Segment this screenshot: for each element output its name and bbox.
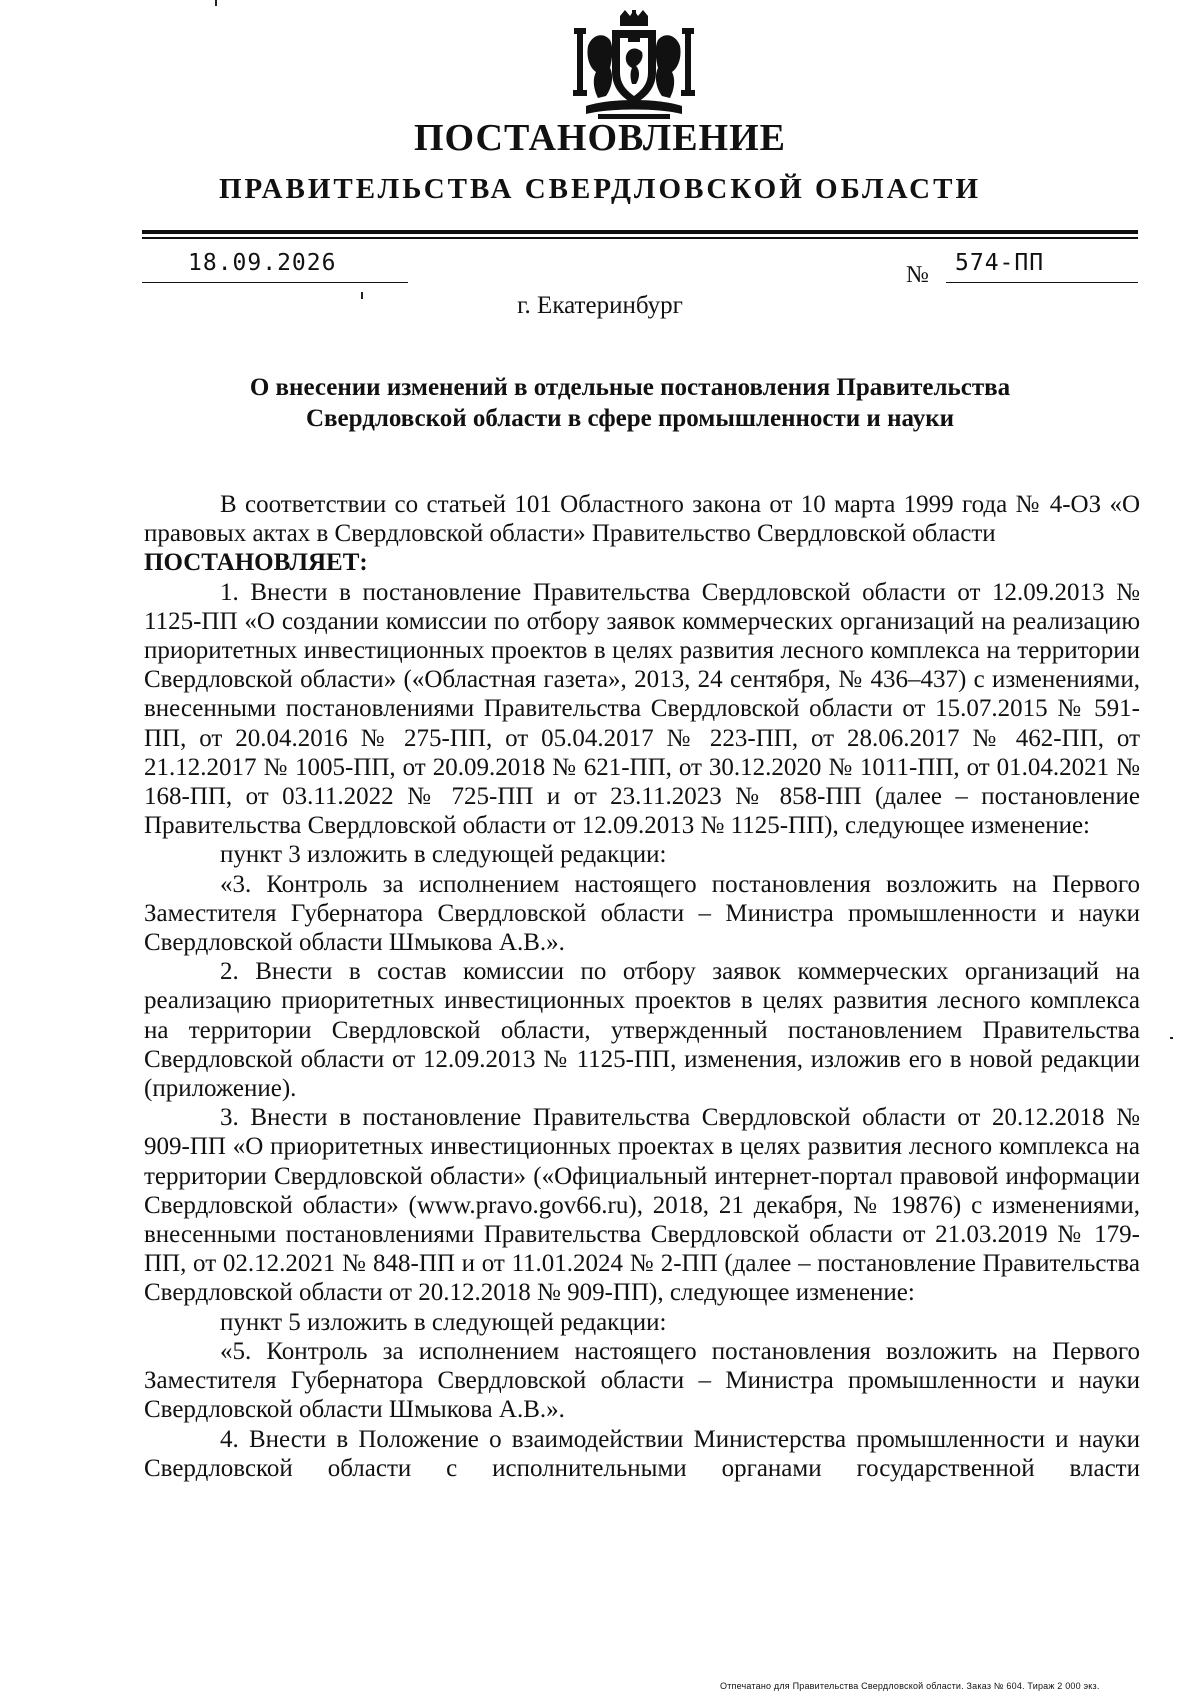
header-rule-thin [142,237,1138,239]
item-2: 2. Внести в состав комиссии по отбору заявок коммерческих организаций на реализацию приоритетных инвестиционных проектов в целях развития лесного комплекса на территории Свердловской области, утвержденный постановлением Правительства Свердловской области от 12.09.2013 № 1125-ПП, изменения, изложив его в новой редакции (приложение). [144,958,1140,1103]
item-3-quote: «5. Контроль за исполнением настоящего постановления возложить на Первого Заместителя Губернатора Свердловской области – Министра промышленности и науки Свердловской области Шмыкова А.В.». [144,1337,1140,1424]
item-1: 1. Внести в постановление Правительства Свердловской области от 12.09.2013 № 1125-ПП «О создании комиссии по отбору заявок коммерческих организаций на реализацию приоритетных инвестиционных проектов в целях развития лесного комплекса на территории Свердловской области» («Областная газета», 2013, 24 сентября, № 436–437) с изменениями, внесенными постановлениями Правительства Свердловской области от 15.07.2015 № 591-ПП, от 20.04.2016 № 275-ПП, от 05.04.2017 № 223-ПП, от 28.06.2017 № 462-ПП, от 21.12.2017 № 1005-ПП, от 20.09.2018 № 621-ПП, от 30.12.2020 № 1011-ПП, от 01.04.2021 № 168-ПП, от 03.11.2022 № 725-ПП и от 23.11.2023 № 858-ПП (далее – постановление Правительства Свердловской области от 12.09.2013 № 1125-ПП), следующее изменение: [144,578,1140,840]
document-subtitle: ПРАВИТЕЛЬСТВА СВЕРДЛОВСКОЙ ОБЛАСТИ [218,173,982,205]
document-body [144,490,1140,1483]
item-1-quote: «3. Контроль за исполнением настоящего постановления возложить на Первого Заместителя Губернатора Свердловской области – Министра промышленности и науки Свердловской области Шмыкова А.В.». [144,870,1140,957]
header-rule-thick [142,230,1138,234]
item-4: 4. Внести в Положение о взаимодействии Министерства промышленности и науки Свердловской области с исполнительными органами государственной власти [144,1425,1140,1482]
print-note: Отпечатано для Правительства Свердловской области. Заказ № 604. Тираж 2 000 экз. [720,1681,1100,1691]
document-city: г. Екатеринбург [517,292,683,319]
preamble [144,490,1140,548]
document-number: 574-ПП [955,250,1045,276]
item-1-intro: пункт 3 изложить в следующей редакции: [220,841,667,869]
resolve-word: ПОСТАНОВЛЯЕТ: [144,549,368,577]
scan-speck [361,292,363,299]
document-date: 18.09.2026 [188,250,337,276]
document-subject: О внесении изменений в отдельные постановления Правительства Свердловской области в сфере промышленности и науки [249,374,1011,432]
coat-of-arms-emblem [570,10,698,122]
number-sign: № [906,262,929,288]
resolve-line [144,548,1140,577]
item-3: 3. Внести в постановление Правительства Свердловской области от 20.12.2018 № 909-ПП «О приоритетных инвестиционных проектах в целях развития лесного комплекса на территории Свердловской области» («Официальный интернет-портал правовой информации Свердловской области» (www.pravo.gov66.ru), 2018, 21 декабря, № 19876) с изменениями, внесенными постановлениями Правительства Свердловской области от 21.03.2019 № 179-ПП, от 02.12.2021 № 848-ПП и от 11.01.2024 № 2-ПП (далее – постановление Правительства Свердловской области от 20.12.2018 № 909-ПП), следующее изменение: [144,1104,1140,1307]
item-3-intro: пункт 5 изложить в следующей редакции: [220,1308,667,1336]
scan-speck [1170,1037,1173,1039]
document-title: ПОСТАНОВЛЕНИЕ [413,117,787,159]
date-underline [142,282,408,283]
preamble-text: В соответствии со статьей 101 Областного закона от 10 марта 1999 года № 4-ОЗ «О правовых актах в Свердловской области» Правительство Свердловской области [144,491,1140,548]
scan-speck [215,0,217,6]
number-underline [946,282,1138,283]
